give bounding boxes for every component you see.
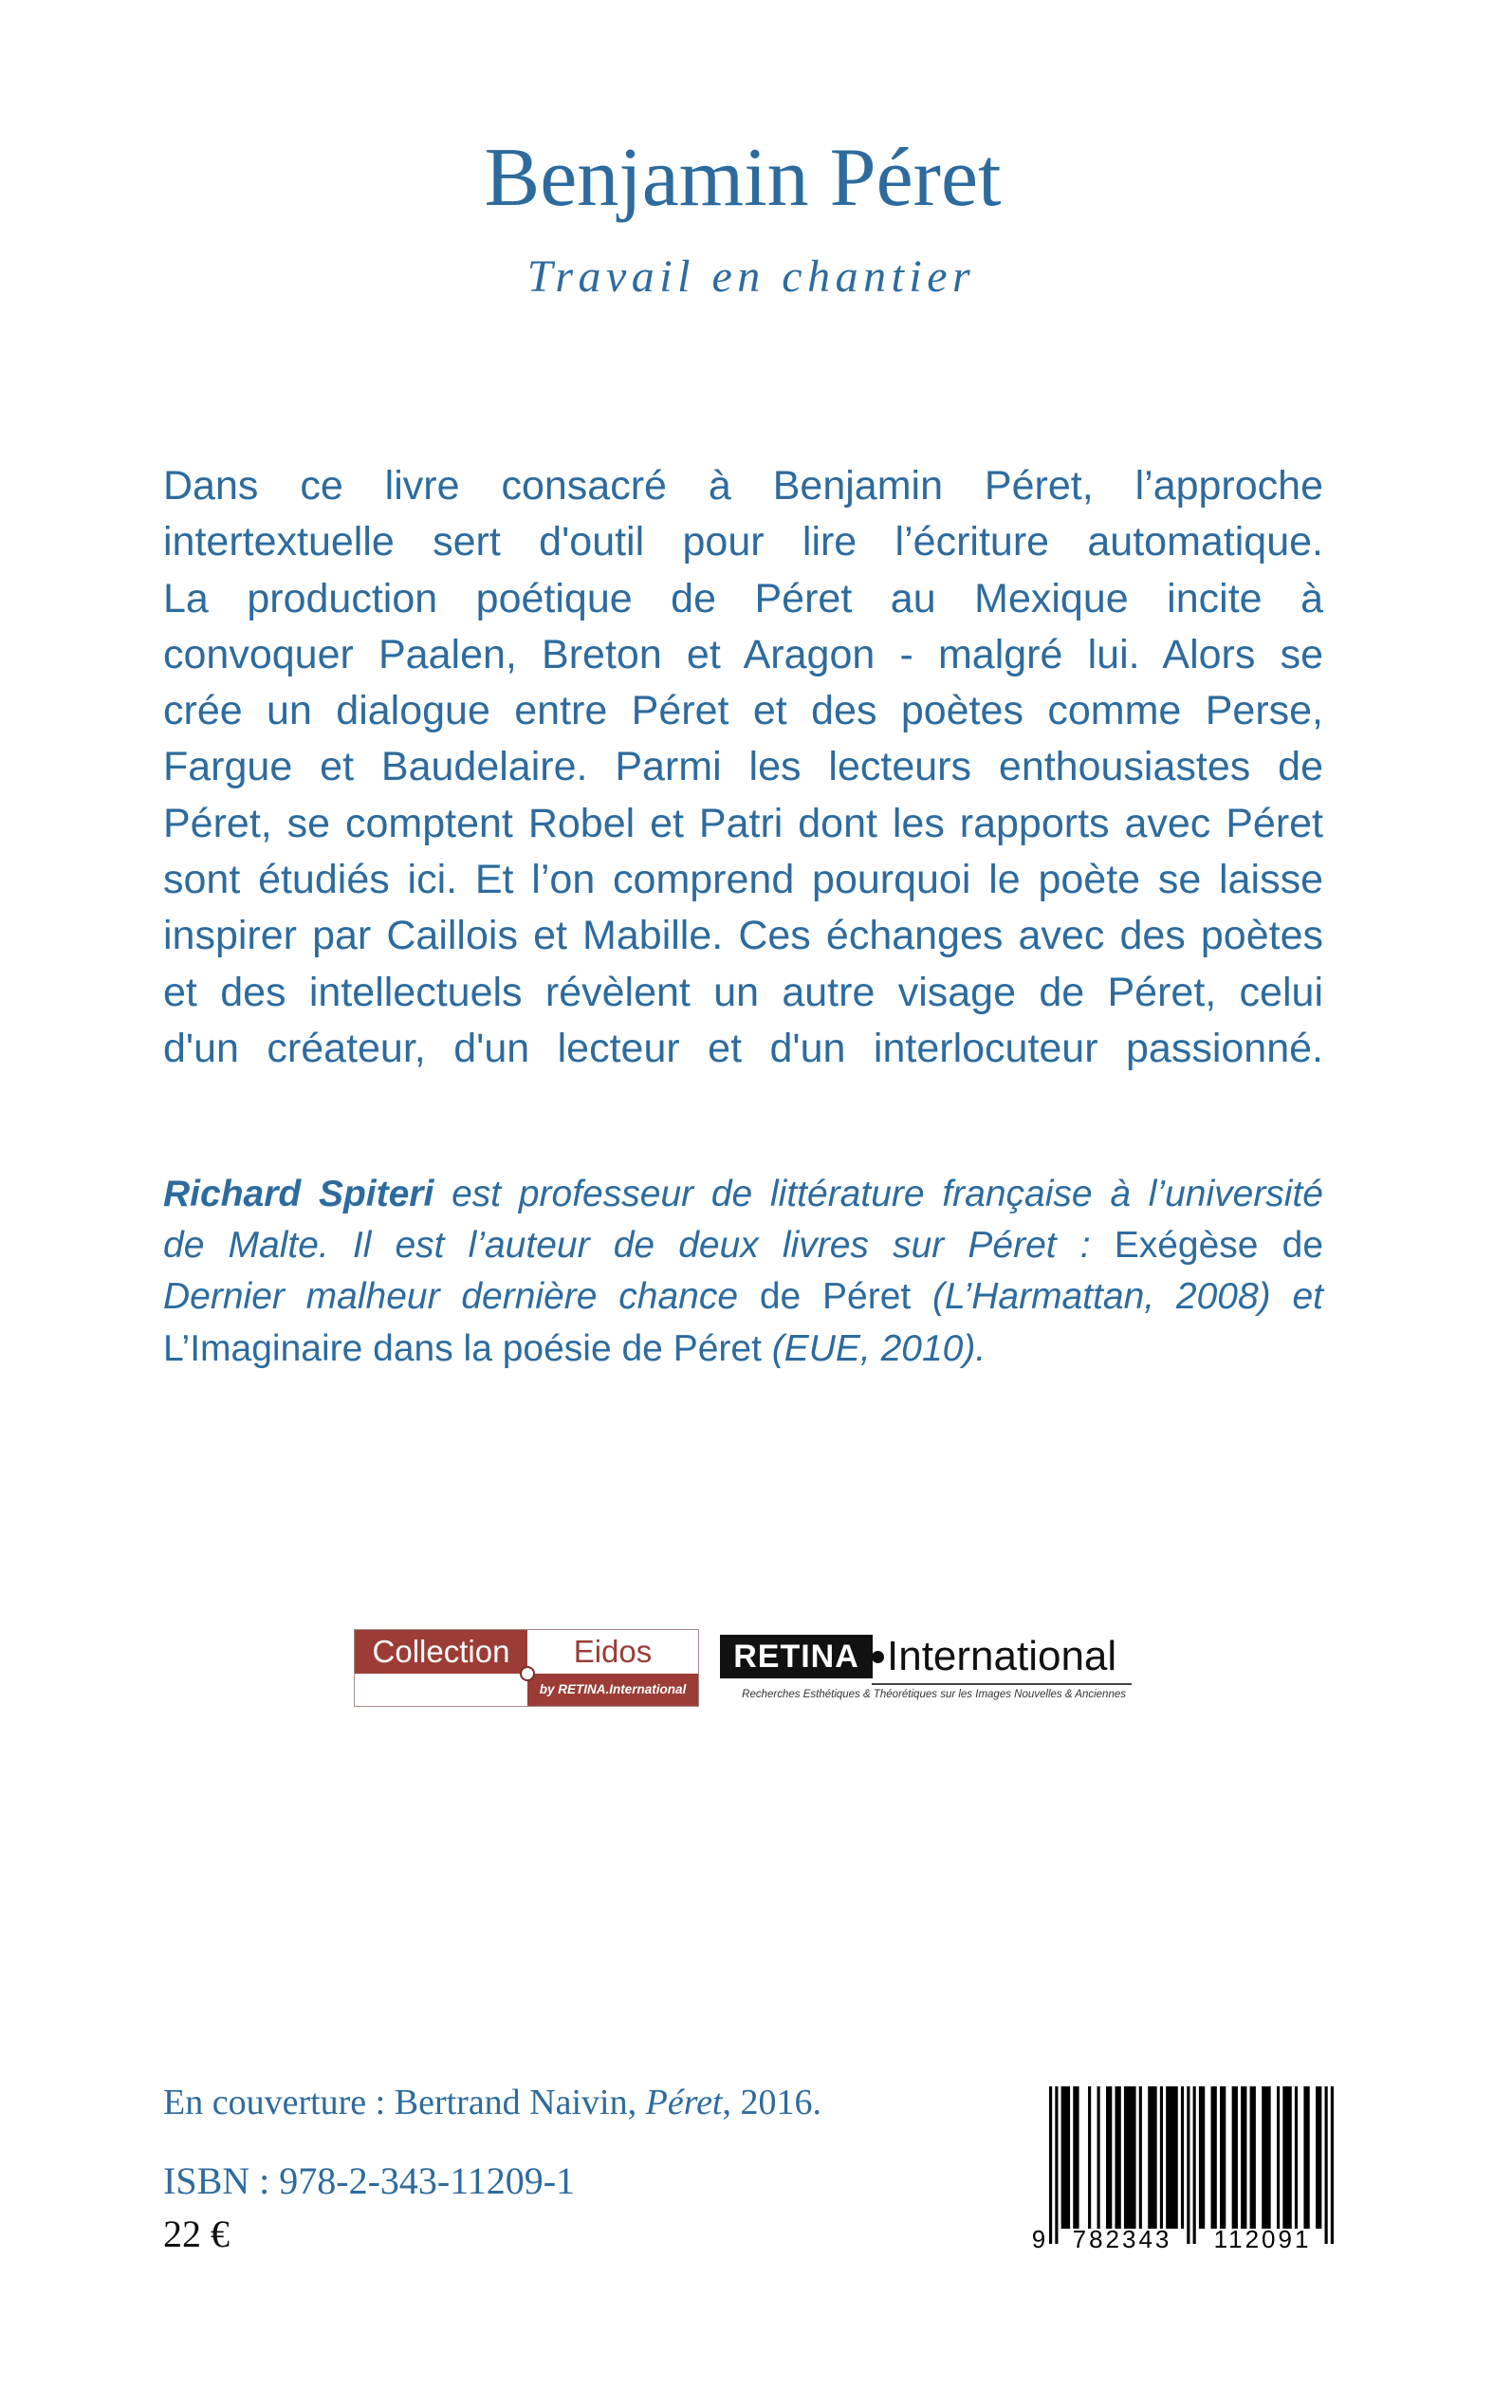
- barcode-bar: [1061, 2086, 1070, 2229]
- summary-line: La production poétique de Péret au Mexique incite à: [163, 575, 1323, 621]
- bio-book-title: Exégèse de: [1090, 1225, 1324, 1267]
- barcode-bar: [1316, 2086, 1321, 2229]
- isbn: ISBN : 978-2-343-11209-1: [163, 2159, 576, 2202]
- retina-name: RETINA: [720, 1635, 873, 1678]
- barcode-bar: [1088, 2086, 1091, 2229]
- summary-line: Péret, se comptent Robel et Patri dont les rapports avec Péret: [163, 800, 1323, 846]
- barcode-guard-bar: [1325, 2086, 1328, 2244]
- bio-book-title: Dernier malheur dernière chance: [163, 1276, 739, 1318]
- bio-text: de Malte. Il est l’auteur de deux livres sur Péret :: [163, 1225, 1091, 1267]
- barcode-guard-bar: [1193, 2086, 1196, 2244]
- logo-divider: [872, 1683, 1132, 1685]
- bio-line: [163, 1324, 1323, 1375]
- barcode: [1030, 2086, 1334, 2251]
- bio-line: [163, 1271, 1323, 1323]
- barcode-right-digits: 112091: [1213, 2225, 1312, 2251]
- barcode-bar: [1148, 2086, 1156, 2229]
- barcode-bar: [1166, 2086, 1178, 2229]
- bio-text: est professeur de littérature française à l’université: [433, 1174, 1324, 1214]
- summary-line: sont étudiés ici. Et l’on comprend pourquoi le poète se laisse: [163, 857, 1323, 903]
- barcode-bar: [1250, 2086, 1256, 2229]
- barcode-bar: [1199, 2086, 1205, 2229]
- summary-line: Fargue et Baudelaire. Parmi les lecteurs enthousiastes de: [163, 744, 1323, 790]
- cover-credit-year: , 2016.: [722, 2083, 821, 2122]
- collection-byline: by RETINA.International: [527, 1674, 698, 1706]
- summary-line: Dans ce livre consacré à Benjamin Péret, l’approche: [163, 463, 1323, 509]
- summary-line: crée un dialogue entre Péret et des poètes comme Perse,: [163, 688, 1323, 734]
- author-name: Richard Spiteri: [163, 1174, 434, 1214]
- logo-dot-icon: [520, 1666, 535, 1681]
- barcode-bar: [1115, 2086, 1120, 2229]
- barcode-bar: [1220, 2086, 1226, 2229]
- cover-credit-work: Péret: [645, 2083, 723, 2122]
- barcode-bar: [1277, 2086, 1280, 2229]
- barcode-bar: [1181, 2086, 1184, 2229]
- barcode-bar: [1160, 2086, 1163, 2229]
- barcode-bar: [1303, 2086, 1309, 2229]
- barcode-bar: [1124, 2086, 1136, 2229]
- summary-paragraph: [163, 458, 1323, 1077]
- book-title: Benjamin Péret: [484, 132, 1002, 224]
- barcode-bar: [1097, 2086, 1100, 2229]
- logo-dot-icon: [872, 1651, 884, 1663]
- summary-line: intertextuelle sert d'outil pour lire l’écriture automatique.: [163, 519, 1323, 565]
- summary-line: d'un créateur, d'un lecteur et d'un interlocuteur passionné.: [163, 1025, 1323, 1071]
- barcode-bar: [1295, 2086, 1298, 2229]
- bio-text: de Péret: [738, 1276, 933, 1318]
- summary-line: et des intellectuels révèlent un autre visage de Péret, celui: [163, 969, 1323, 1015]
- barcode-bar: [1139, 2086, 1142, 2229]
- bio-publisher: (L’Harmattan, 2008) et: [932, 1276, 1323, 1318]
- barcode-guard-bar: [1331, 2086, 1334, 2244]
- bio-book-title: L’Imaginaire dans la poésie de Péret: [163, 1327, 762, 1369]
- bio-line: [163, 1220, 1323, 1271]
- cover-credit-text: En couverture : Bertrand Naivin,: [163, 2083, 646, 2122]
- barcode-guard-bar: [1187, 2086, 1189, 2244]
- bio-line: [163, 1169, 1323, 1220]
- barcode-bar: [1073, 2086, 1079, 2229]
- barcode-bar: [1232, 2086, 1238, 2229]
- barcode-guard-bar: [1055, 2086, 1058, 2244]
- barcode-guard-bar: [1049, 2086, 1052, 2244]
- summary-line: convoquer Paalen, Breton et Aragon - malgré lui. Alors se: [163, 631, 1323, 677]
- book-subtitle: Travail en chantier: [526, 251, 976, 302]
- retina-tagline: Recherches Esthétiques & Théorétiques sur les Images Nouvelles & Anciennes: [742, 1689, 1126, 1700]
- barcode-lead-digit: 9: [1031, 2225, 1046, 2251]
- author-bio: [163, 1169, 1323, 1375]
- price: 22 €: [163, 2213, 230, 2255]
- barcode-bars: [1049, 2086, 1334, 2244]
- cover-credit: [163, 2079, 821, 2126]
- retina-suffix: International: [887, 1633, 1117, 1679]
- bio-publisher: (EUE, 2010).: [761, 1327, 986, 1369]
- barcode-bar: [1241, 2086, 1246, 2229]
- barcode-bar: [1106, 2086, 1112, 2229]
- barcode-bar: [1262, 2086, 1270, 2229]
- collection-name: Eidos: [573, 1634, 653, 1669]
- collection-label: Collection: [355, 1630, 527, 1674]
- barcode-bar: [1282, 2086, 1291, 2229]
- collection-eidos-logo: [354, 1629, 699, 1707]
- barcode-left-digits: 782343: [1072, 2225, 1172, 2251]
- retina-international-logo: [720, 1629, 1132, 1705]
- barcode-bar: [1211, 2086, 1217, 2229]
- summary-line: inspirer par Caillois et Mabille. Ces échanges avec des poètes: [163, 913, 1323, 959]
